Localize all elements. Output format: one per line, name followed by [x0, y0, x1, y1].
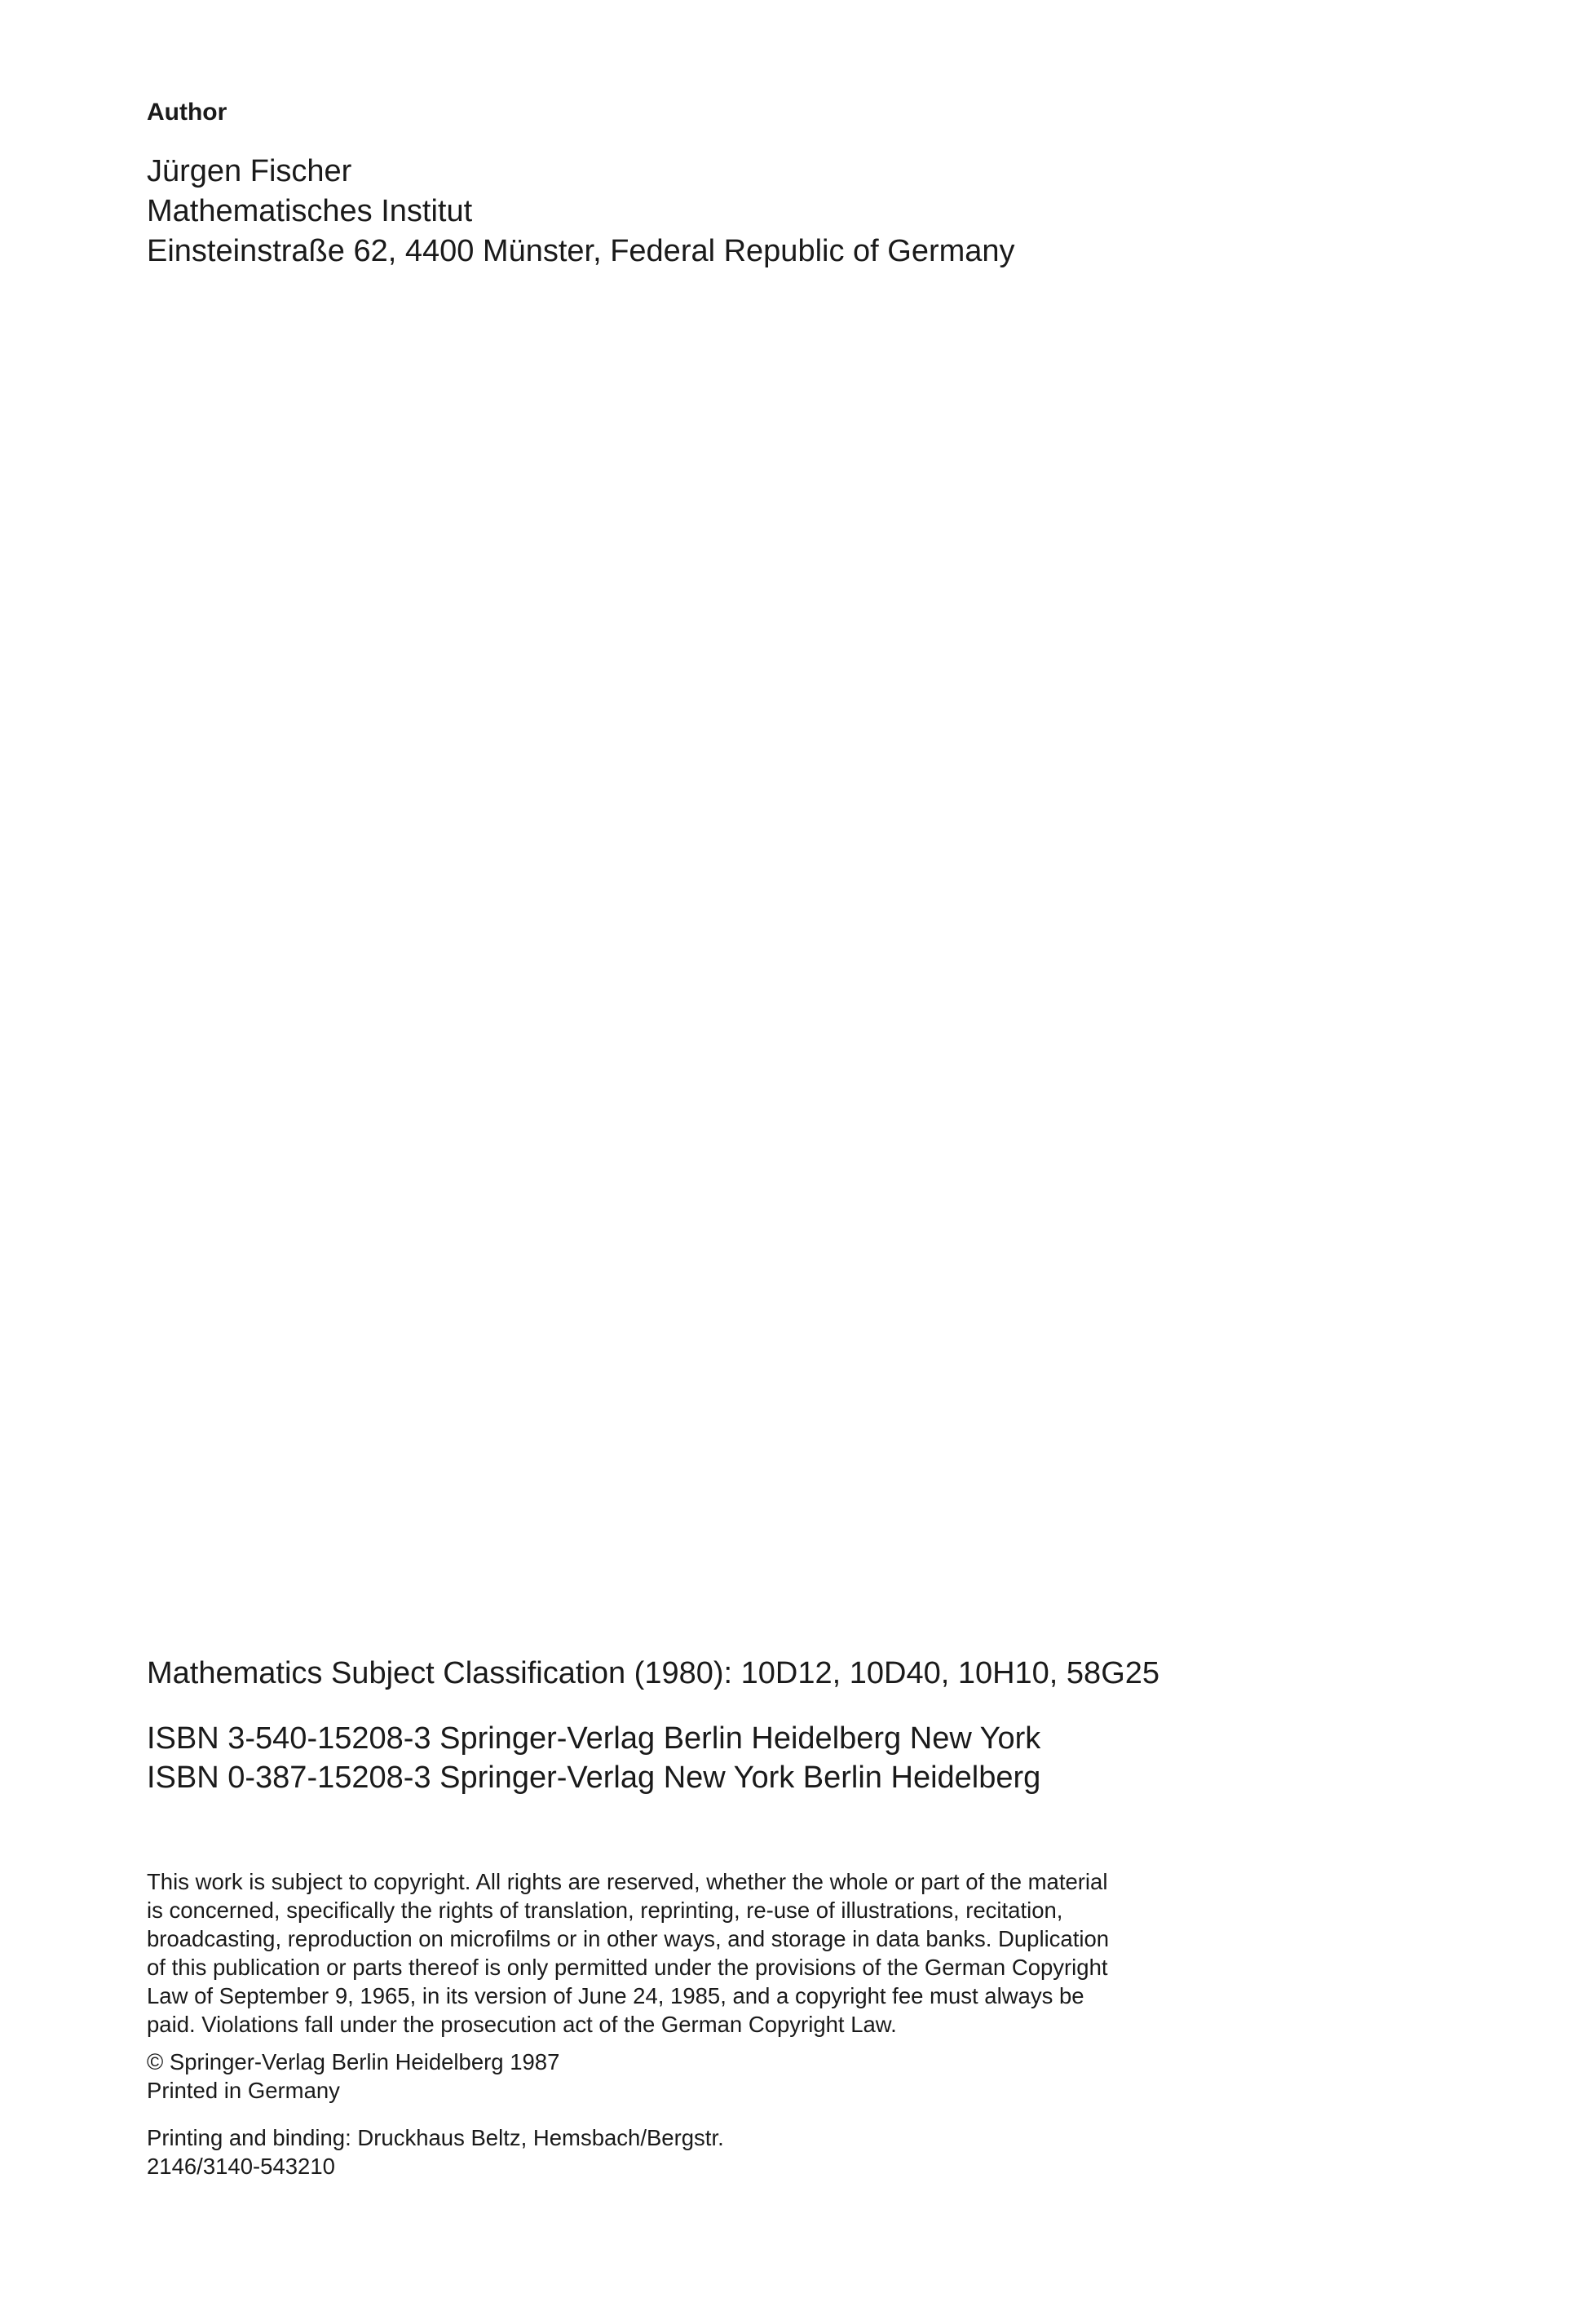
author-institute: Mathematisches Institut [147, 194, 473, 228]
copyright-notice-line: paid. Violations fall under the prosecution act of the German Copyright Law. [147, 2012, 897, 2037]
copyright-notice-line: broadcasting, reproduction on microfilms or in other ways, and storage in data banks. Duplication [147, 1926, 1110, 1951]
copyright-notice-line: of this publication or parts thereof is only permitted under the provisions of the German Copyright [147, 1955, 1108, 1980]
printer-block [147, 2123, 724, 2180]
author-heading: Author [147, 99, 227, 126]
isbn-block [147, 1719, 1040, 1797]
isbn-line-1: ISBN 3-540-15208-3 Springer-Verlag Berlin Heidelberg New York [147, 1721, 1041, 1756]
publisher-block [147, 2048, 559, 2105]
printing-binding-line: Printing and binding: Druckhaus Beltz, Hemsbach/Bergstr. [147, 2125, 724, 2150]
isbn-line-2: ISBN 0-387-15208-3 Springer-Verlag New York Berlin Heidelberg [147, 1761, 1041, 1795]
author-name: Jürgen Fischer [147, 154, 352, 188]
copyright-notice-line: This work is subject to copyright. All rights are reserved, whether the whole or part of the material [147, 1869, 1108, 1894]
author-address: Einsteinstraße 62, 4400 Münster, Federal Republic of Germany [147, 234, 1015, 268]
printed-in-line: Printed in Germany [147, 2078, 340, 2103]
printing-code: 2146/3140-543210 [147, 2154, 335, 2179]
copyright-notice-line: is concerned, specifically the rights of translation, reprinting, re-use of illustrations, recitation, [147, 1898, 1063, 1923]
subject-classification: Mathematics Subject Classification (1980): 10D12, 10D40, 10H10, 58G25 [147, 1656, 1160, 1690]
copyright-notice-line: Law of September 9, 1965, in its version of June 24, 1985, and a copyright fee must always be [147, 1983, 1084, 2008]
copyright-notice [147, 1867, 1199, 2039]
copyright-line: © Springer-Verlag Berlin Heidelberg 1987 [147, 2049, 560, 2074]
author-block [147, 96, 1015, 272]
